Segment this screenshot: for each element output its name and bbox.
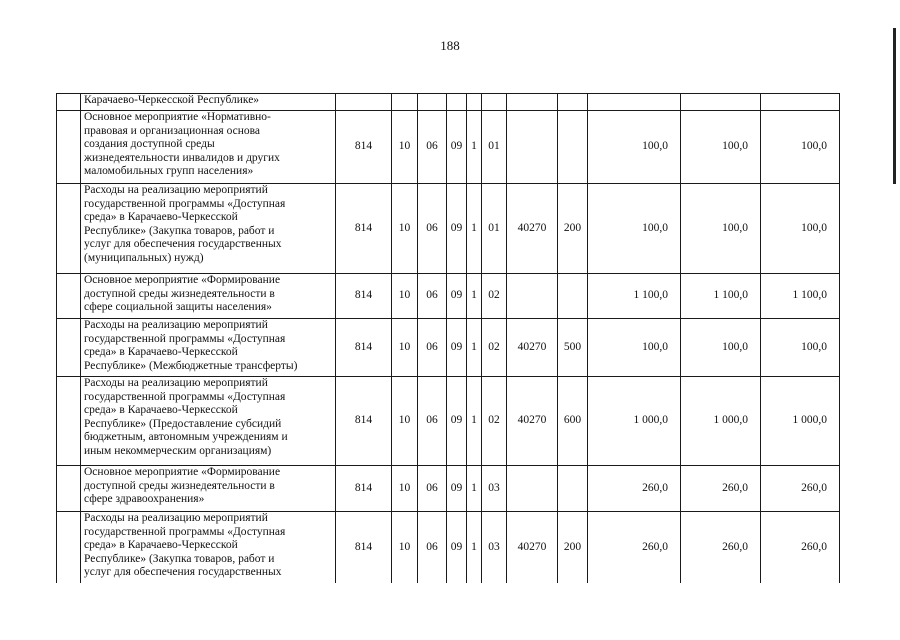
- budget-table: [56, 93, 840, 583]
- code-target-2: 1: [467, 274, 482, 319]
- code-expense-type: 600: [558, 377, 588, 466]
- code-grbs: 814: [336, 111, 392, 184]
- code-grbs: 814: [336, 274, 392, 319]
- code-target-1: 09: [447, 377, 467, 466]
- code-target-4: [507, 94, 558, 111]
- code-target-1: 09: [447, 274, 467, 319]
- code-target-1: 09: [447, 512, 467, 583]
- row-name-cell: [81, 466, 336, 512]
- amount-year-1: 100,0: [588, 319, 681, 377]
- row-name-line: среда» в Карачаево-Черкесской: [84, 404, 238, 416]
- code-section: 10: [392, 377, 418, 466]
- amount-year-3: 100,0: [761, 319, 840, 377]
- row-name-line: государственной программы «Доступная: [84, 525, 286, 538]
- code-target-4: [507, 466, 558, 512]
- row-margin-cell: [57, 111, 81, 184]
- code-section: 10: [392, 512, 418, 583]
- code-target-1: 09: [447, 466, 467, 512]
- code-target-1: 09: [447, 319, 467, 377]
- row-name-line: государственной программы «Доступная: [84, 390, 286, 403]
- amount-year-2: 1 000,0: [681, 377, 761, 466]
- row-name-line: Расходы на реализацию мероприятий: [84, 184, 268, 196]
- row-margin-cell: [57, 466, 81, 512]
- amount-year-3: 1 000,0: [761, 377, 840, 466]
- row-name-line: Основное мероприятие «Формирование: [84, 274, 281, 286]
- row-name-line: бюджетным, автономным учреждениям и: [84, 431, 288, 443]
- row-name-line: жизнедеятельности инвалидов и других: [84, 151, 280, 164]
- table-row: [57, 274, 840, 319]
- code-section: 10: [392, 274, 418, 319]
- code-target-3: 03: [482, 466, 507, 512]
- code-expense-type: 200: [558, 184, 588, 274]
- code-target-2: 1: [467, 466, 482, 512]
- amount-year-2: 1 100,0: [681, 274, 761, 319]
- table-row: [57, 512, 840, 583]
- code-expense-type: 500: [558, 319, 588, 377]
- code-expense-type: [558, 466, 588, 512]
- code-target-4: [507, 274, 558, 319]
- row-name-cell: [81, 184, 336, 274]
- row-name-line: среда» в Карачаево-Черкесской: [84, 539, 238, 551]
- amount-year-3: 100,0: [761, 184, 840, 274]
- row-name-cell: [81, 274, 336, 319]
- code-section: [392, 94, 418, 111]
- code-target-4: 40270: [507, 184, 558, 274]
- code-grbs: 814: [336, 466, 392, 512]
- row-name-line: Республике» (Закупка товаров, работ и: [84, 224, 275, 237]
- code-expense-type: [558, 274, 588, 319]
- row-name-line: услуг для обеспечения государственных: [84, 238, 282, 250]
- amount-year-3: 1 100,0: [761, 274, 840, 319]
- row-name-line: Республике» (Закупка товаров, работ и: [84, 552, 275, 565]
- amount-year-3: [761, 94, 840, 111]
- code-target-3: 02: [482, 377, 507, 466]
- amount-year-3: 260,0: [761, 512, 840, 583]
- table-row: [57, 94, 840, 111]
- code-grbs: 814: [336, 319, 392, 377]
- code-target-4: 40270: [507, 377, 558, 466]
- code-section: 10: [392, 319, 418, 377]
- table-row: [57, 184, 840, 274]
- row-name-line: услуг для обеспечения государственных: [84, 566, 282, 578]
- scan-edge-mark: [893, 28, 896, 184]
- row-name-line: Расходы на реализацию мероприятий: [84, 319, 268, 331]
- code-expense-type: [558, 94, 588, 111]
- page-number: 188: [440, 38, 460, 53]
- row-name-line: иным некоммерческим организациям): [84, 444, 272, 457]
- code-subsection: 06: [418, 184, 447, 274]
- row-name-line: Расходы на реализацию мероприятий: [84, 377, 268, 389]
- row-name-cell: [81, 512, 336, 583]
- code-target-1: 09: [447, 111, 467, 184]
- code-target-4: [507, 111, 558, 184]
- code-target-2: 1: [467, 377, 482, 466]
- amount-year-2: [681, 94, 761, 111]
- amount-year-1: 260,0: [588, 512, 681, 583]
- code-target-2: [467, 94, 482, 111]
- amount-year-1: 100,0: [588, 111, 681, 184]
- row-margin-cell: [57, 377, 81, 466]
- row-name-line: Республике» (Предоставление субсидий: [84, 417, 282, 430]
- row-margin-cell: [57, 512, 81, 583]
- code-target-3: 02: [482, 274, 507, 319]
- code-subsection: 06: [418, 274, 447, 319]
- row-name-line: среда» в Карачаево-Черкесской: [84, 211, 238, 223]
- row-name-line: Основное мероприятие «Формирование: [84, 466, 281, 478]
- code-expense-type: 200: [558, 512, 588, 583]
- amount-year-1: [588, 94, 681, 111]
- code-target-3: 03: [482, 512, 507, 583]
- row-name-line: правовая и организационная основа: [84, 124, 261, 137]
- row-name-cell: [81, 94, 336, 111]
- amount-year-2: 260,0: [681, 466, 761, 512]
- code-subsection: 06: [418, 319, 447, 377]
- amount-year-2: 100,0: [681, 111, 761, 184]
- code-target-3: 01: [482, 111, 507, 184]
- code-target-2: 1: [467, 184, 482, 274]
- amount-year-2: 100,0: [681, 184, 761, 274]
- code-target-4: 40270: [507, 319, 558, 377]
- row-name-line: доступной среды жизнедеятельности в: [84, 287, 275, 300]
- row-name-line: сфере здравоохранения»: [84, 493, 205, 505]
- row-name-line: Основное мероприятие «Нормативно-: [84, 111, 271, 123]
- code-target-2: 1: [467, 319, 482, 377]
- code-grbs: [336, 94, 392, 111]
- code-target-4: 40270: [507, 512, 558, 583]
- code-grbs: 814: [336, 377, 392, 466]
- amount-year-3: 260,0: [761, 466, 840, 512]
- code-section: 10: [392, 466, 418, 512]
- code-grbs: 814: [336, 184, 392, 274]
- code-grbs: 814: [336, 512, 392, 583]
- amount-year-1: 1 100,0: [588, 274, 681, 319]
- row-name-line: сфере социальной защиты населения»: [84, 301, 272, 313]
- code-subsection: 06: [418, 377, 447, 466]
- table-row: [57, 377, 840, 466]
- code-subsection: 06: [418, 111, 447, 184]
- row-name-line: Расходы на реализацию мероприятий: [84, 512, 268, 524]
- amount-year-3: 100,0: [761, 111, 840, 184]
- amount-year-2: 260,0: [681, 512, 761, 583]
- table-row: [57, 111, 840, 184]
- row-name-cell: [81, 377, 336, 466]
- code-target-3: 02: [482, 319, 507, 377]
- row-margin-cell: [57, 184, 81, 274]
- row-name-line: Карачаево-Черкесской Республике»: [84, 94, 260, 106]
- row-name-line: доступной среды жизнедеятельности в: [84, 479, 275, 492]
- amount-year-1: 100,0: [588, 184, 681, 274]
- row-name-cell: [81, 319, 336, 377]
- row-name-line: создания доступной среды: [84, 138, 215, 150]
- code-target-3: 01: [482, 184, 507, 274]
- row-name-line: государственной программы «Доступная: [84, 197, 286, 210]
- row-name-line: (муниципальных) нужд): [84, 251, 204, 264]
- code-target-1: [447, 94, 467, 111]
- code-expense-type: [558, 111, 588, 184]
- table-row: [57, 319, 840, 377]
- amount-year-2: 100,0: [681, 319, 761, 377]
- code-subsection: [418, 94, 447, 111]
- code-target-1: 09: [447, 184, 467, 274]
- row-margin-cell: [57, 319, 81, 377]
- code-section: 10: [392, 111, 418, 184]
- table-row: [57, 466, 840, 512]
- amount-year-1: 1 000,0: [588, 377, 681, 466]
- code-section: 10: [392, 184, 418, 274]
- row-name-cell: [81, 111, 336, 184]
- row-name-line: среда» в Карачаево-Черкесской: [84, 346, 238, 358]
- row-name-line: государственной программы «Доступная: [84, 332, 286, 345]
- row-name-line: Республике» (Межбюджетные трансферты): [84, 359, 298, 372]
- code-subsection: 06: [418, 512, 447, 583]
- row-margin-cell: [57, 94, 81, 111]
- code-subsection: 06: [418, 466, 447, 512]
- amount-year-1: 260,0: [588, 466, 681, 512]
- code-target-2: 1: [467, 512, 482, 583]
- row-margin-cell: [57, 274, 81, 319]
- code-target-2: 1: [467, 111, 482, 184]
- code-target-3: [482, 94, 507, 111]
- row-name-line: маломобильных групп населения»: [84, 165, 254, 177]
